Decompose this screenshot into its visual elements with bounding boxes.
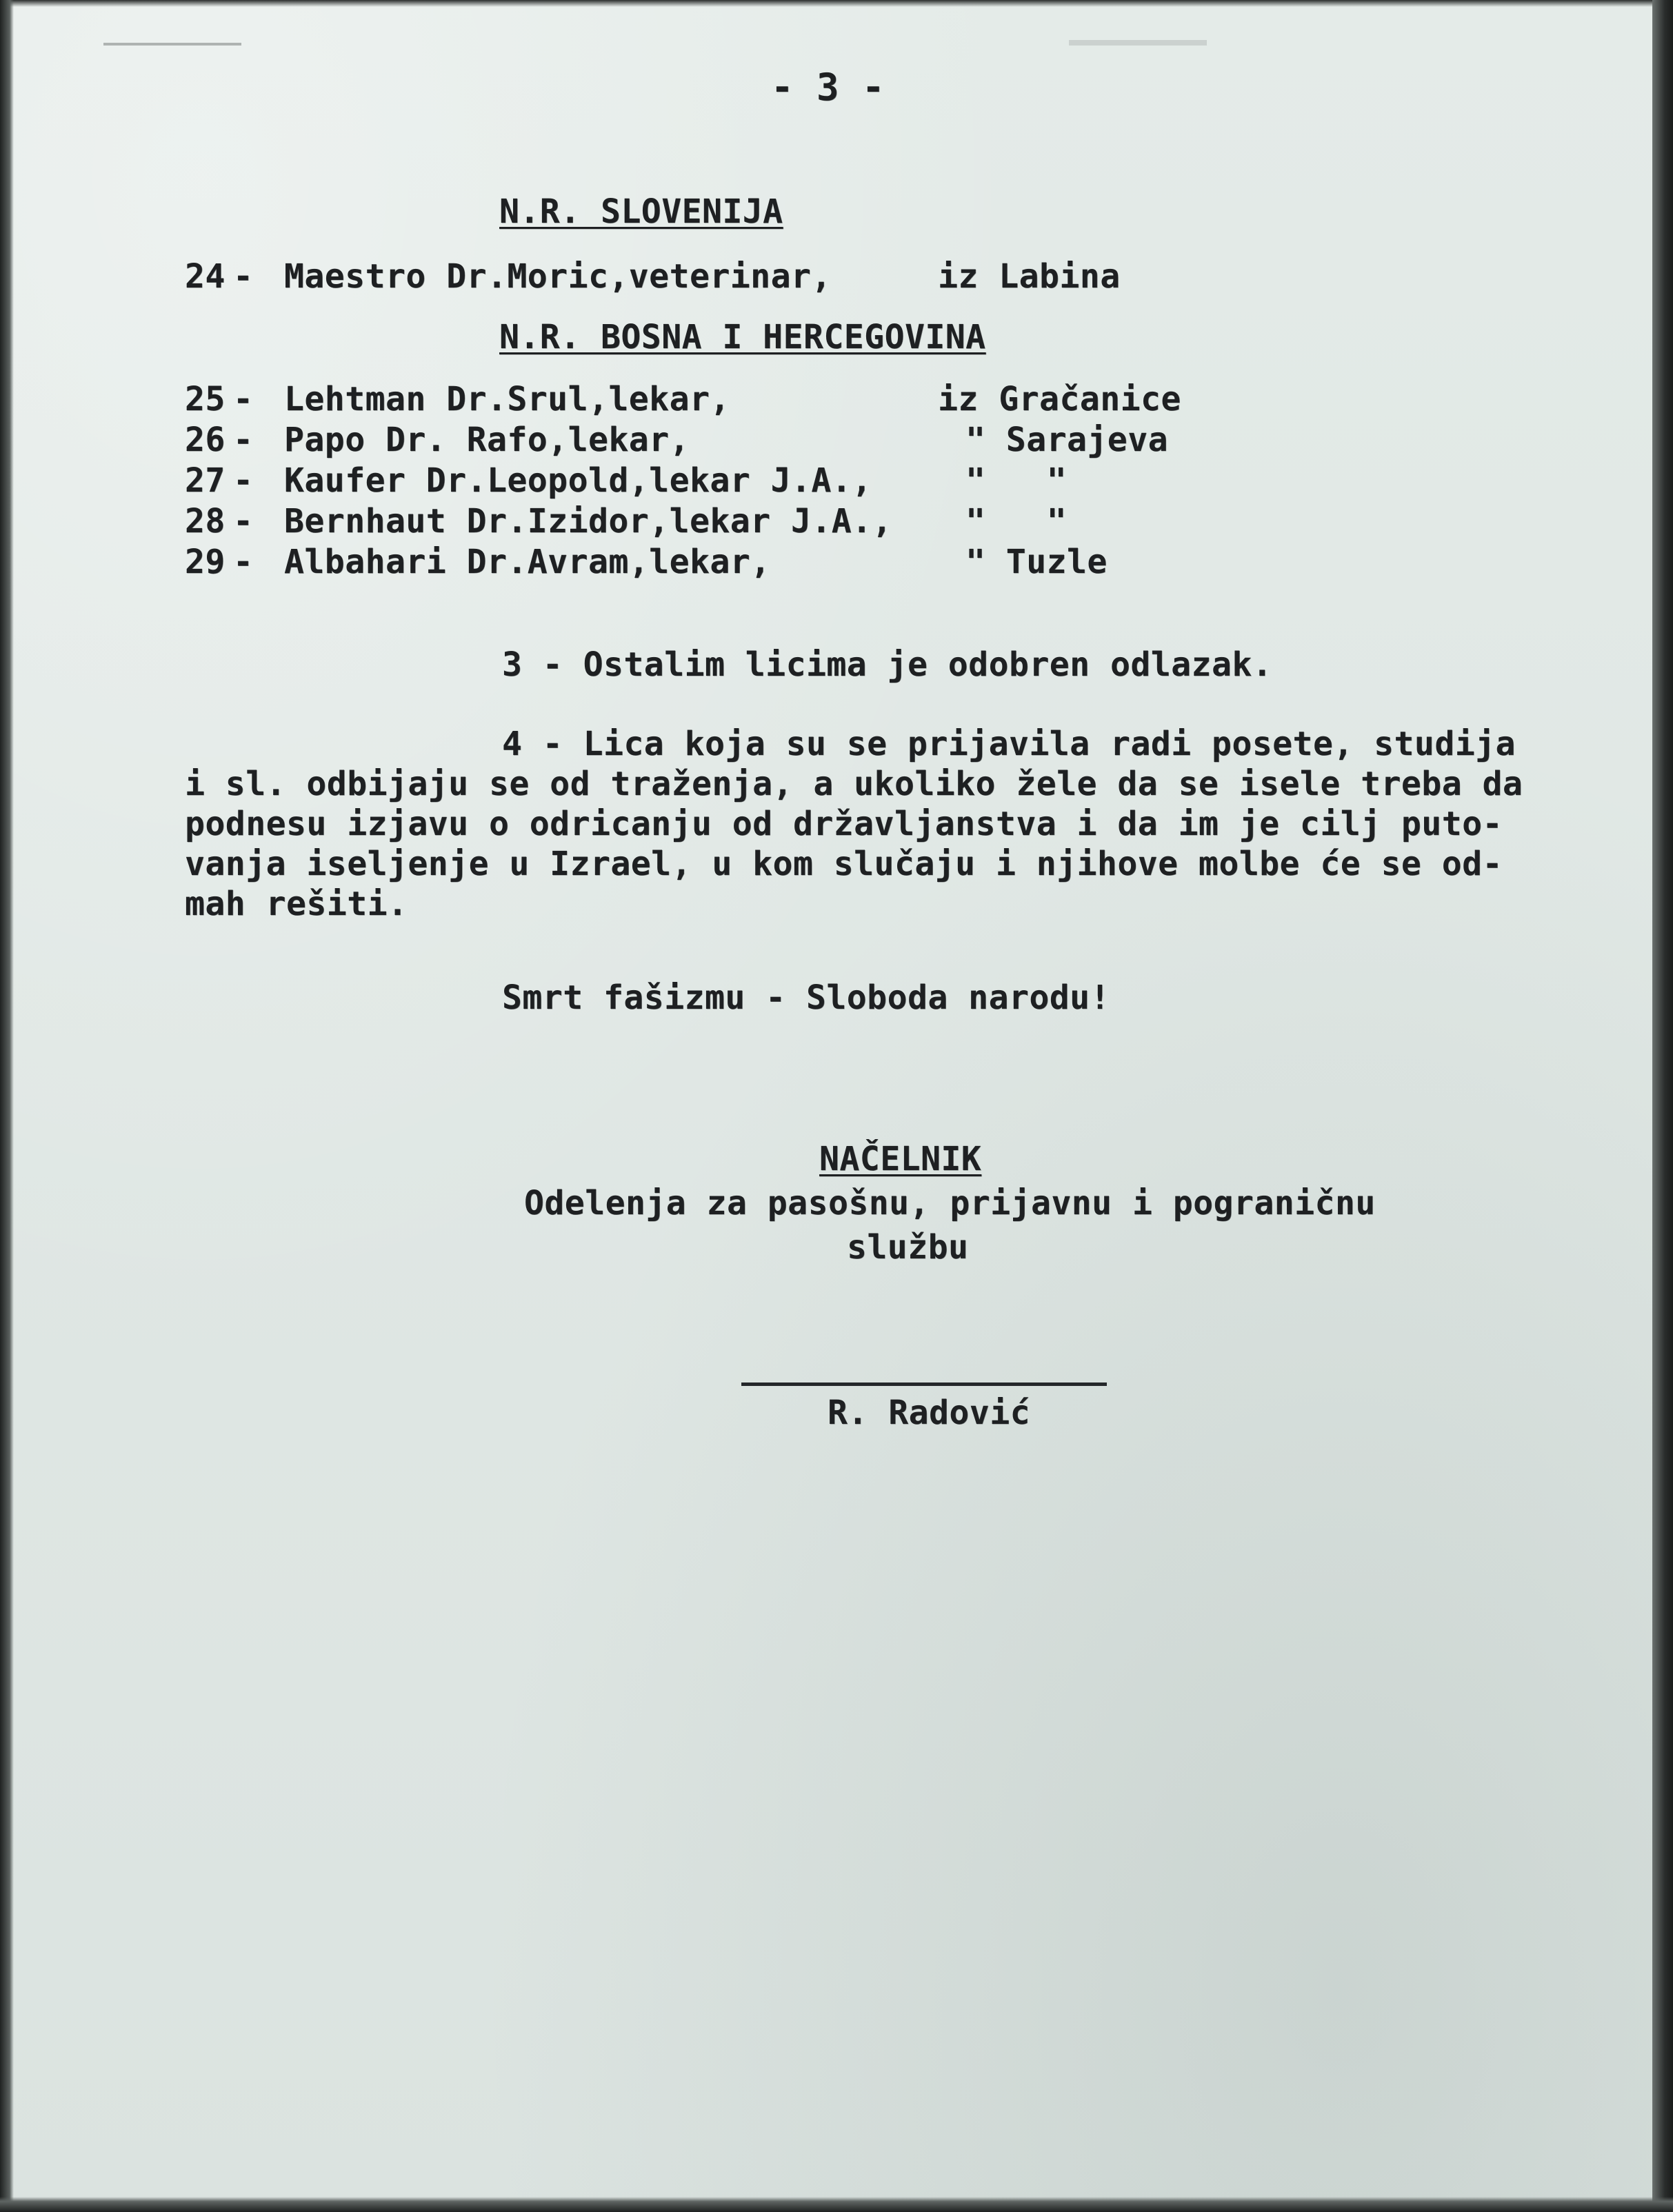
scan-border-top [0,0,1673,7]
entry-number: 27 [185,461,226,500]
paragraph-line: 4 - Lica koja su se prijavila radi posete, studija [502,725,1516,763]
entry-number: 28 [185,502,226,541]
paragraph-line: vanja iseljenje u Izrael, u kom slučaju i njihove molbe će se od- [185,845,1503,883]
section-heading-slovenija: N.R. SLOVENIJA [499,192,783,231]
entry-dash: - [233,543,254,581]
section-heading-bosna: N.R. BOSNA I HERCEGOVINA [499,318,986,356]
scan-border-bottom [0,2197,1673,2212]
entry-dash: - [233,421,254,459]
entry-place: " " [965,461,1067,500]
scan-smudge [103,43,241,46]
entry-place: " Tuzle [965,543,1108,581]
entry-dash: - [233,502,254,541]
scan-smudge [1069,40,1207,46]
closing-slogan: Smrt fašizmu - Sloboda narodu! [502,978,1110,1017]
signature-title: NAČELNIK [819,1140,982,1178]
entry-number: 26 [185,421,226,459]
entry-name: Albahari Dr.Avram,lekar, [284,543,771,581]
entry-name: Maestro Dr.Moric,veterinar, [284,257,832,296]
paragraph-line: i sl. odbijaju se od traženja, a ukoliko žele da se isele treba da [185,765,1523,803]
entry-name: Lehtman Dr.Srul,lekar, [284,380,730,419]
page-number: - 3 - [771,66,885,109]
entry-number: 29 [185,543,226,581]
paragraph-line: podnesu izjavu o odricanju od državljanstva i da im je cilj puto- [185,805,1503,843]
entry-dash: - [233,257,254,296]
entry-place: " Sarajeva [965,421,1168,459]
scan-border-left [0,0,14,2212]
entry-place: " " [965,502,1067,541]
entry-place: iz Labina [938,257,1121,296]
signature-department-cont: službu [847,1228,969,1267]
entry-number: 25 [185,380,226,419]
paragraph-point-3: 3 - Ostalim licima je odobren odlazak. [502,645,1273,684]
scan-border-right [1652,0,1673,2212]
entry-dash: - [233,461,254,500]
signatory-name: R. Radović [828,1394,1030,1432]
entry-place: iz Gračanice [938,380,1181,419]
entry-name: Bernhaut Dr.Izidor,lekar J.A., [284,502,892,541]
signature-line [741,1382,1107,1386]
entry-dash: - [233,380,254,419]
entry-number: 24 [185,257,226,296]
entry-name: Papo Dr. Rafo,lekar, [284,421,690,459]
entry-name: Kaufer Dr.Leopold,lekar J.A., [284,461,872,500]
paragraph-line: mah rešiti. [185,885,408,923]
signature-department: Odelenja za pasošnu, prijavnu i pograničnu [524,1184,1376,1223]
